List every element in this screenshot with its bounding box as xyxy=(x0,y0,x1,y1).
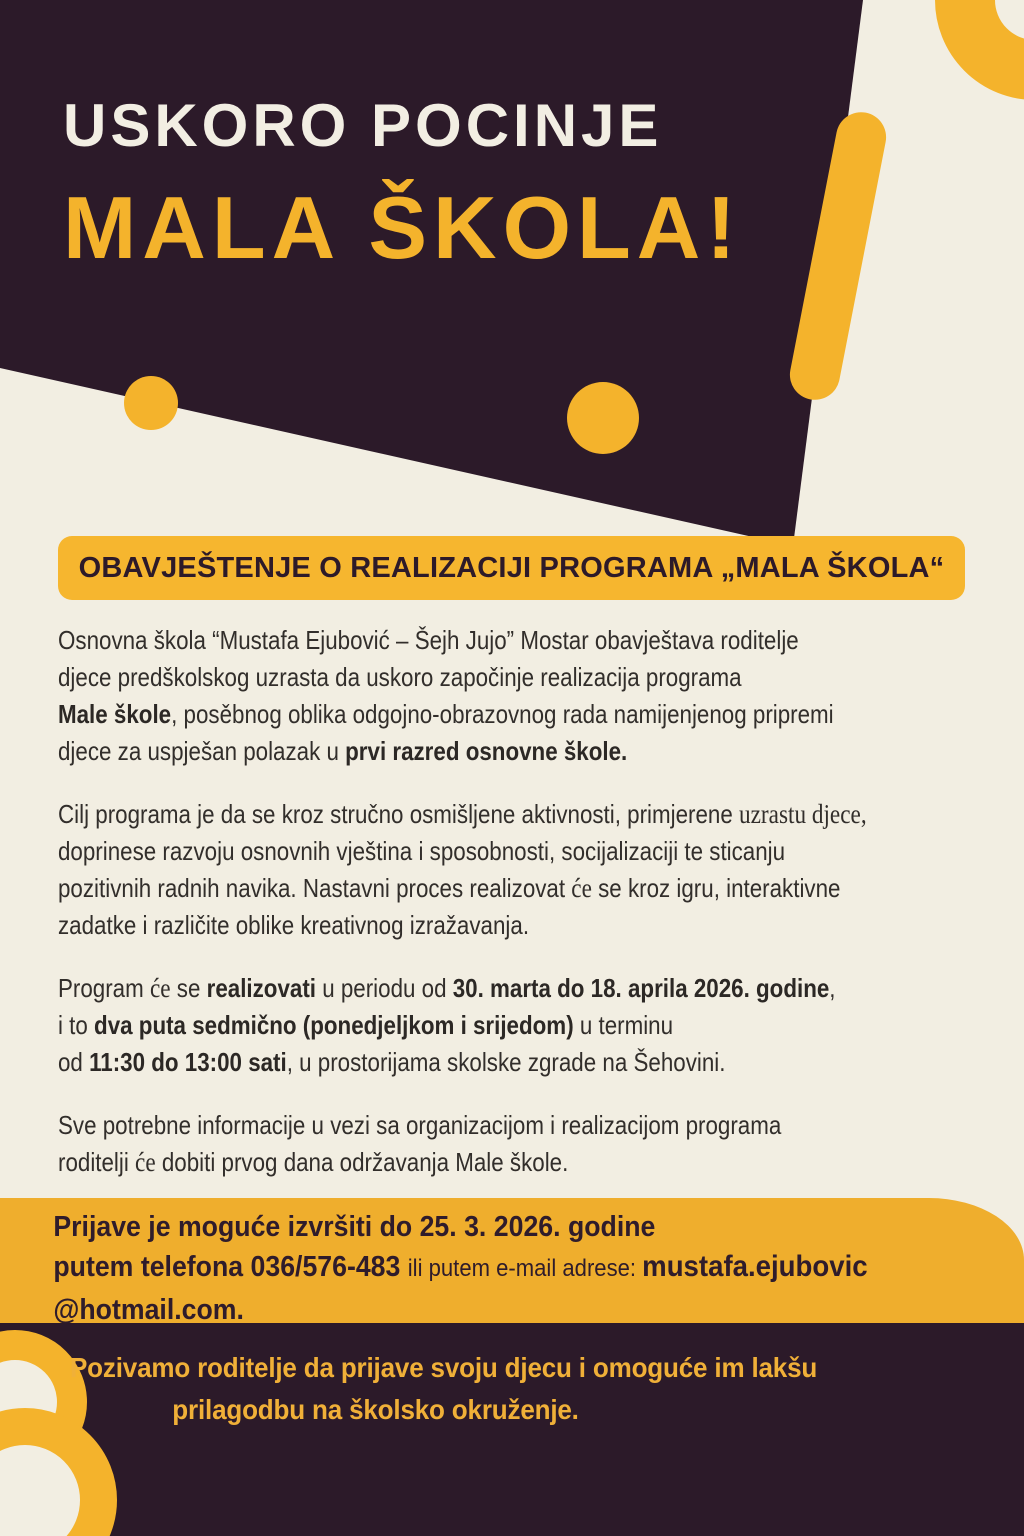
footer-line2: prilagodbu na školsko okruženje. xyxy=(172,1394,579,1425)
contact-phone-line xyxy=(53,1247,1024,1291)
p3-line1-mid: se xyxy=(170,973,207,1003)
p3-line3: od xyxy=(58,1047,90,1077)
contact-phone: putem telefona 036/576-483 xyxy=(53,1251,408,1283)
paragraph-intro xyxy=(58,622,1004,770)
p3-line2-end: u terminu xyxy=(573,1010,674,1040)
p3-line1-end: , xyxy=(829,973,836,1003)
p2-line3: pozitivnih radnih navika. Nastavni proces realizovat xyxy=(58,873,572,903)
p4-line2-end: dobiti prvog dana održavanja Male škole. xyxy=(155,1147,569,1177)
dark-diagonal-shape xyxy=(0,0,1024,560)
p3-line3-end: , u prostorijama skolske zgrade na Šehovini. xyxy=(286,1047,726,1077)
p1-line2: djece predškolskog uzrasta da uskoro započinje realizacija programa xyxy=(58,662,742,692)
p3-realizovati-bold: realizovati xyxy=(206,973,316,1003)
p3-serif-patch: će xyxy=(149,973,171,1003)
footer-line1: Pozivamo roditelje da prijave svoju djecu i omoguće im lakšu xyxy=(70,1352,818,1383)
corner-donut-shape xyxy=(935,0,1024,100)
contact-band xyxy=(0,1198,1024,1326)
contact-band-inner xyxy=(0,1198,1024,1330)
p4-line2: roditelji xyxy=(58,1147,136,1177)
p3-date-range: 30. marta do 18. aprila 2026. godine xyxy=(452,973,830,1003)
body-text xyxy=(58,622,1004,1207)
footer-invitation xyxy=(70,1347,1000,1431)
contact-email-domain: @hotmail.com. xyxy=(53,1294,244,1326)
title-line-1: USKORO POCINJE xyxy=(63,92,663,159)
p3-days-bold: dva puta sedmično (ponedjeljkom i srijedom) xyxy=(94,1010,574,1040)
contact-email-label: ili putem e-mail adrese: xyxy=(407,1255,643,1282)
contact-email-user: mustafa.ejubovic xyxy=(642,1250,868,1283)
paragraph-info xyxy=(58,1107,1004,1181)
yellow-dot-center xyxy=(567,382,639,454)
p2-serif-patch1: uzrastu djece, xyxy=(739,799,867,829)
p4-line1: Sve potrebne informacije u vezi sa organizacijom i realizacijom programa xyxy=(58,1110,782,1140)
p3-line1-mid2: u periodu od xyxy=(315,973,453,1003)
p1-line3: , posěbnog oblika odgojno-obrazovnog rada namijenjenog pripremi xyxy=(171,699,834,729)
p2-line4: zadatke i različite oblike kreativnog izražavanja. xyxy=(58,910,530,940)
p3-time-bold: 11:30 do 13:00 sati xyxy=(89,1047,287,1077)
p2-line3-rest: se kroz igru, interaktivne xyxy=(591,873,841,903)
p4-serif-patch: će xyxy=(135,1147,156,1177)
p1-line4: djece za uspješan polazak u xyxy=(58,736,346,766)
announcement-banner-text: OBAVJEŠTENJE O REALIZACIJI PROGRAMA „MALA ŠKOLA“ xyxy=(78,551,945,584)
p1-goal-bold: prvi razred osnovne škole. xyxy=(345,736,628,766)
paragraph-goal xyxy=(58,796,1004,944)
p3-line1: Program xyxy=(58,973,150,1003)
contact-deadline-line: Prijave je moguće izvršiti do 25. 3. 2026. godine xyxy=(53,1211,656,1243)
announcement-banner xyxy=(58,536,965,600)
p3-line2: i to xyxy=(58,1010,95,1040)
p2-line1: Cilj programa je da se kroz stručno osmišljene aktivnosti, primjerene xyxy=(58,799,740,829)
poster-title xyxy=(63,92,742,277)
yellow-dot-left xyxy=(124,376,178,430)
paragraph-schedule xyxy=(58,970,1004,1081)
p1-line1: Osnovna škola “Mustafa Ejubović – Šejh Jujo” Mostar obavještava roditelje xyxy=(58,625,799,655)
p2-line2: doprinese razvoju osnovnih vještina i sposobnosti, socijalizaciji te sticanju xyxy=(58,836,786,866)
p1-program-name: Male škole xyxy=(58,699,172,729)
p2-serif-patch2: će xyxy=(571,873,592,903)
title-line-2: MALA ŠKOLA! xyxy=(63,178,742,277)
